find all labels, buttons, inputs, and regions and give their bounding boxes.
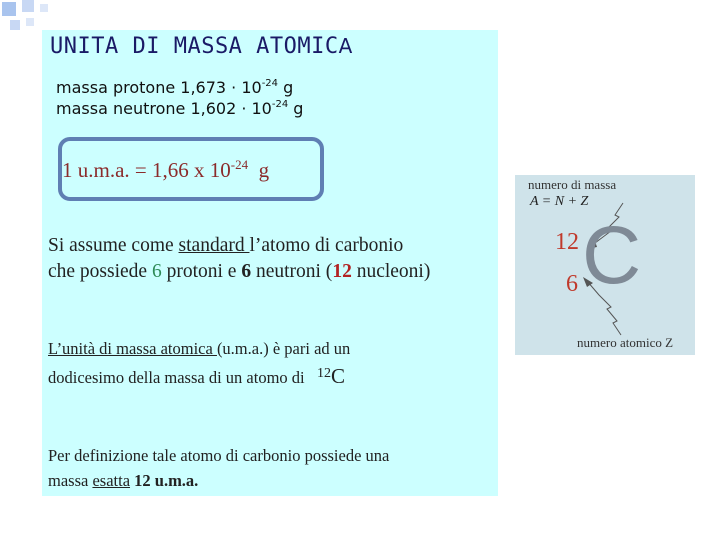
neutron-mass: massa neutrone $1,602 \cdot 10^{-24}$ g bbox=[56, 99, 304, 118]
mass-number-label: numero di massa bbox=[528, 177, 617, 192]
mass-number-formula: A = N + Z bbox=[530, 194, 589, 209]
figure-carbon-symbol: C bbox=[582, 210, 642, 301]
atomic-number-label: numero atomico Z bbox=[577, 335, 674, 350]
figure-mass-number: 12 bbox=[555, 229, 579, 255]
paragraph-exact-mass: Per definizione tale atomo di carbonio possiede una massa esatta 12 u.m.a. bbox=[48, 446, 390, 490]
proton-mass: massa protone $1,673 \cdot 10^{-24}$ g bbox=[56, 78, 294, 97]
figure-atomic-number: 6 bbox=[566, 271, 578, 297]
paragraph-uma-definition: L’unità di massa atomica (u.m.a.) è pari ad un dodicesimo della massa di un atomo di $^{12}$C bbox=[48, 339, 351, 388]
page-title: UNITA DI MASSA ATOMICA bbox=[50, 34, 353, 59]
definition-text: 1 u.m.a. = 1,66 x $10^{-24}$ g bbox=[62, 157, 270, 182]
paragraph-carbon-standard: Si assume come standard l’atomo di carbonio che possiede 6 protoni e 6 neutroni (12 nucleoni) bbox=[48, 235, 431, 282]
